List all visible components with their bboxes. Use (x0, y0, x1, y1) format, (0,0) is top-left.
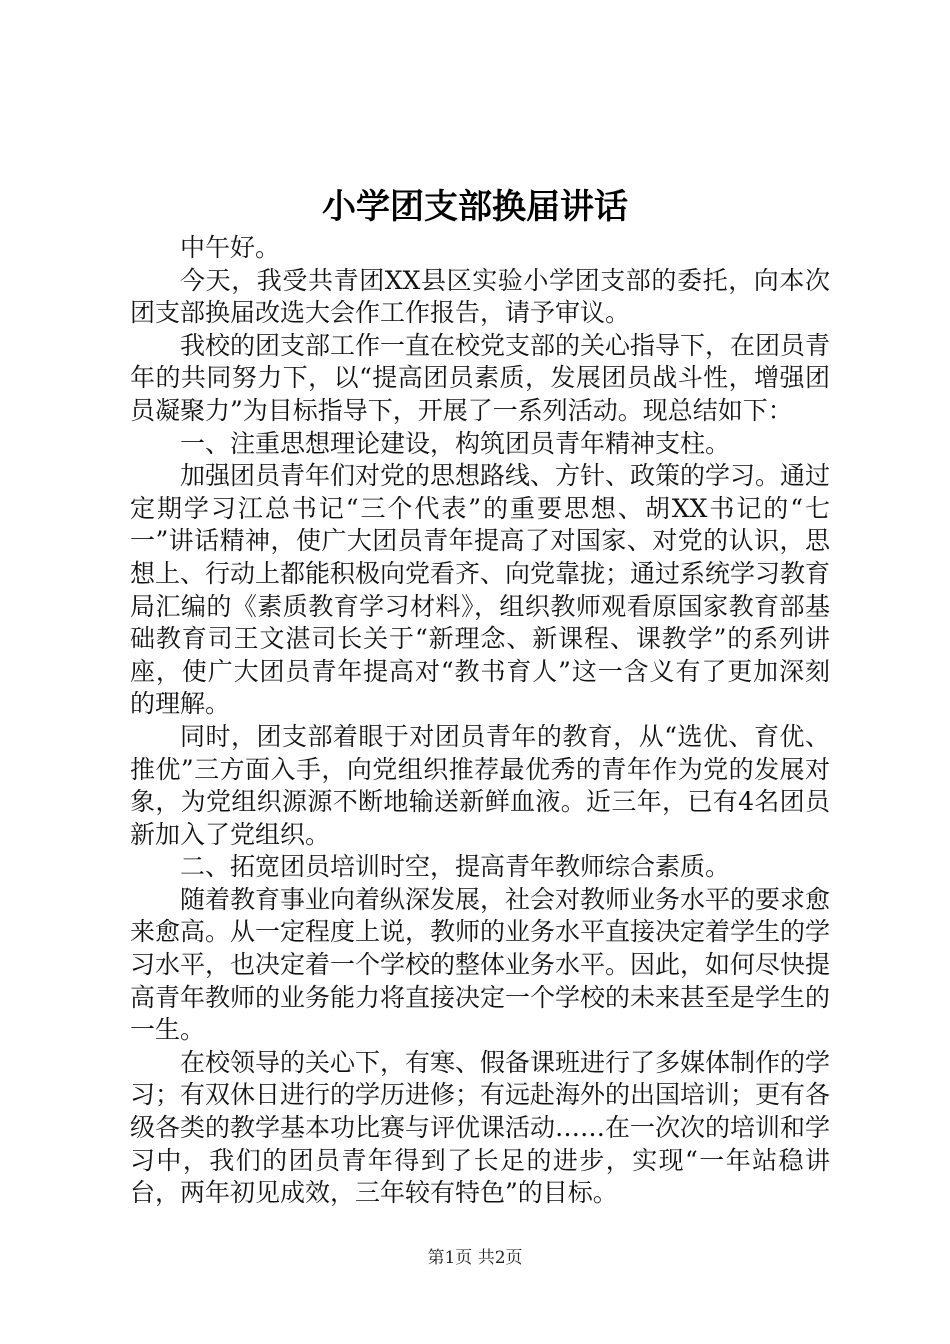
paragraph-greeting: 中午好。 (180, 233, 281, 262)
paragraph-party-recommendation: 同时，团支部着眼于对团员青年的教育，从“选优、育优、推优”三方面入手，向党组织推荐最优秀的青年作为党的发展对象，为党组织源源不断地输送新鲜血液。近三年，已有4名团员新加入了党组织。 (130, 721, 830, 849)
paragraph-teacher-level: 随着教育事业向着纵深发展，社会对教师业务水平的要求愈来愈高。从一定程度上说，教师的业务水平直接决定着学生的学习水平，也决定着一个学校的整体业务水平。因此，如何尽快提高青年教师的业务能力将直接决定一个学校的未来甚至是学生的一生。 (130, 884, 831, 1045)
section-heading-2: 二、拓宽团员培训时空，提高青年教师综合素质。 (180, 852, 731, 882)
paragraph-training: 在校领导的关心下，有寒、假备课班进行了多媒体制作的学习；有双休日进行的学历进修；有远赴海外的出国培训；更有各级各类的教学基本功比赛与评优课活动……在一次次的培训和学习中，我们的团员青年得到了长足的进步，实现“一年站稳讲台，两年初见成效，三年较有特色”的目标。 (130, 1047, 831, 1208)
paragraph-theory-study: 加强团员青年们对党的思想路线、方针、政策的学习。通过定期学习江总书记“三个代表”的重要思想、胡XX书记的“七一”讲话精神，使广大团员青年提高了对国家、对党的认识，思想上、行动上都能积极向党看齐、向党靠拢；通过系统学习教育局汇编的《素质教育学习材料》，组织教师观看原国家教育部基础教育司王文湛司长关于“新理念、新课程、课教学”的系列讲座，使广大团员青年提高对“教书育人”这一含义有了更加深刻的理解。 (130, 461, 831, 719)
paragraph-intro: 今天，我受共青团XX县区实验小学团支部的委托，向本次团支部换届改选大会作工作报告，请予审议。 (130, 265, 830, 328)
page-number-footer: 第1页 共2页 (427, 1248, 523, 1268)
document-title: 小学团支部换届讲话 (322, 187, 628, 227)
section-heading-1: 一、注重思想理论建设，构筑团员青年精神支柱。 (180, 428, 731, 458)
paragraph-summary: 我校的团支部工作一直在校党支部的关心指导下，在团员青年的共同努力下，以“提高团员素质，发展团员战斗性，增强团员凝聚力”为目标指导下，开展了一系列活动。现总结如下： (130, 330, 831, 425)
document-body (130, 232, 830, 1210)
